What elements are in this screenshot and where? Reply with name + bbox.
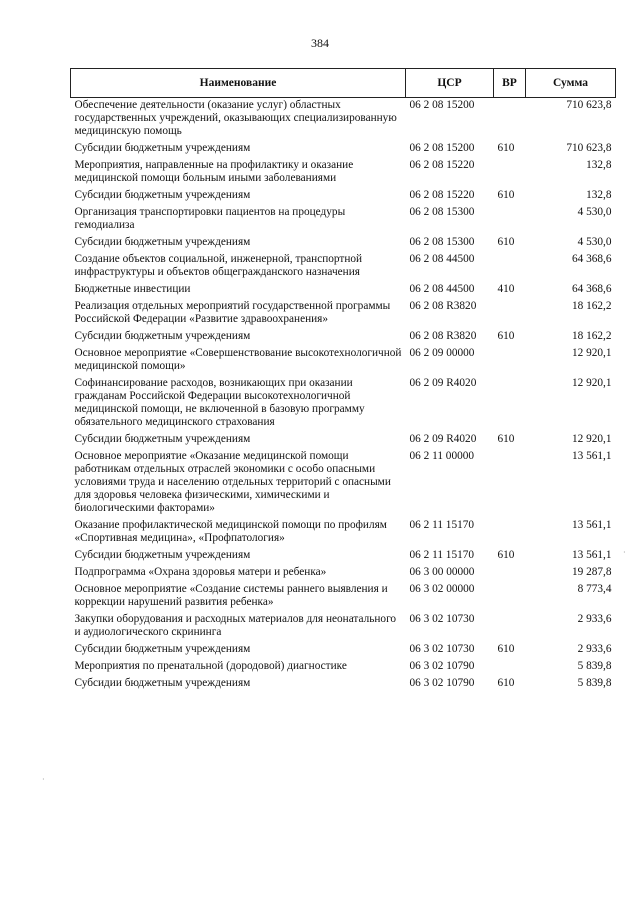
row-csr-cell: 06 2 08 15200 xyxy=(409,142,475,154)
table-row xyxy=(71,642,616,659)
table-row xyxy=(71,676,616,693)
row-sum-cell: 4 530,0 xyxy=(577,236,612,248)
row-sum-cell: 2 933,6 xyxy=(577,643,612,655)
row-sum-cell: 13 561,1 xyxy=(571,549,612,561)
row-csr-cell: 06 2 11 15170 xyxy=(409,519,475,531)
row-vr-cell xyxy=(494,449,526,518)
row-vr-cell xyxy=(494,98,526,142)
row-name-cell: Оказание профилактической медицинской помощи по профилям «Спортивная медицина», «Профпатология» xyxy=(74,519,387,544)
scan-speck: · xyxy=(42,775,45,784)
row-csr-cell: 06 3 02 00000 xyxy=(409,583,475,595)
row-vr-cell: 610 xyxy=(497,189,515,201)
row-csr-cell: 06 2 09 R4020 xyxy=(409,377,477,389)
row-name-cell: Реализация отдельных мероприятий государственной программы Российской Федерации «Развитие здравоохранения» xyxy=(74,300,391,325)
row-csr-cell: 06 2 08 15220 xyxy=(409,159,475,171)
row-name-cell: Организация транспортировки пациентов на процедуры гемодиализа xyxy=(74,206,346,231)
table-row xyxy=(71,98,616,142)
row-sum-cell: 19 287,8 xyxy=(571,566,612,578)
column-header-vr: ВР xyxy=(494,69,526,98)
row-sum-cell: 5 839,8 xyxy=(577,660,612,672)
row-vr-cell: 610 xyxy=(497,433,515,445)
row-name-cell: Субсидии бюджетным учреждениям xyxy=(74,189,251,201)
table-row xyxy=(71,518,616,548)
table-row xyxy=(71,582,616,612)
row-csr-cell: 06 2 11 00000 xyxy=(409,450,475,462)
page-number: 384 xyxy=(311,36,329,50)
row-sum-cell: 8 773,4 xyxy=(577,583,612,595)
column-header-name: Наименование xyxy=(71,69,406,98)
row-sum-cell: 710 623,8 xyxy=(566,99,612,111)
row-sum-cell: 18 162,2 xyxy=(571,300,612,312)
column-header-sum: Сумма xyxy=(526,69,616,98)
row-name-cell: Создание объектов социальной, инженерной, транспортной инфраструктуры и объектов общегражданского назначения xyxy=(74,253,363,278)
row-csr-cell: 06 2 08 15300 xyxy=(409,236,475,248)
row-name-cell: Мероприятия по пренатальной (дородовой) диагностике xyxy=(74,660,347,672)
row-vr-cell xyxy=(494,565,526,582)
row-csr-cell: 06 3 02 10790 xyxy=(409,677,475,689)
row-csr-cell: 06 2 08 44500 xyxy=(409,283,475,295)
table-row xyxy=(71,376,616,432)
row-name-cell: Субсидии бюджетным учреждениям xyxy=(74,677,251,689)
table-row xyxy=(71,141,616,158)
row-vr-cell: 610 xyxy=(497,549,515,561)
scan-speck: · xyxy=(623,548,626,557)
row-sum-cell: 12 920,1 xyxy=(571,347,612,359)
row-csr-cell: 06 2 08 15220 xyxy=(409,189,475,201)
column-header-csr: ЦСР xyxy=(406,69,494,98)
row-sum-cell: 710 623,8 xyxy=(566,142,612,154)
row-vr-cell xyxy=(494,518,526,548)
row-vr-cell xyxy=(494,252,526,282)
row-name-cell: Софинансирование расходов, возникающих при оказании гражданам Российской Федерации высокотехнологичной медицинской помощи, не включенной в базовую программу обязательного медицинского страхования xyxy=(74,377,365,428)
row-vr-cell: 410 xyxy=(497,283,515,295)
row-sum-cell: 13 561,1 xyxy=(571,519,612,531)
row-sum-cell: 64 368,6 xyxy=(571,253,612,265)
table-body xyxy=(71,98,616,694)
row-sum-cell: 13 561,1 xyxy=(571,450,612,462)
row-csr-cell: 06 2 08 44500 xyxy=(409,253,475,265)
budget-table xyxy=(70,68,616,693)
table-row xyxy=(71,329,616,346)
table-row xyxy=(71,299,616,329)
table-row xyxy=(71,432,616,449)
row-sum-cell: 132,8 xyxy=(586,159,612,171)
row-vr-cell xyxy=(494,158,526,188)
row-csr-cell: 06 2 08 15200 xyxy=(409,99,475,111)
table-row xyxy=(71,205,616,235)
row-sum-cell: 4 530,0 xyxy=(577,206,612,218)
table-row xyxy=(71,188,616,205)
row-csr-cell: 06 3 00 00000 xyxy=(409,566,475,578)
row-name-cell: Субсидии бюджетным учреждениям xyxy=(74,549,251,561)
row-name-cell: Бюджетные инвестиции xyxy=(74,283,191,295)
row-vr-cell: 610 xyxy=(497,643,515,655)
row-vr-cell: 610 xyxy=(497,236,515,248)
row-vr-cell xyxy=(494,659,526,676)
row-name-cell: Субсидии бюджетным учреждениям xyxy=(74,330,251,342)
table-row xyxy=(71,659,616,676)
row-csr-cell: 06 3 02 10730 xyxy=(409,613,475,625)
row-sum-cell: 12 920,1 xyxy=(571,433,612,445)
row-name-cell: Субсидии бюджетным учреждениям xyxy=(74,433,251,445)
row-name-cell: Закупки оборудования и расходных материалов для неонатального и аудиологического скрининга xyxy=(74,613,397,638)
row-csr-cell: 06 2 09 00000 xyxy=(409,347,475,359)
table-row xyxy=(71,612,616,642)
row-csr-cell: 06 2 11 15170 xyxy=(409,549,475,561)
row-sum-cell: 5 839,8 xyxy=(577,677,612,689)
table-header-row xyxy=(71,69,616,98)
row-sum-cell: 132,8 xyxy=(586,189,612,201)
table-row xyxy=(71,565,616,582)
row-vr-cell xyxy=(494,205,526,235)
row-name-cell: Основное мероприятие «Совершенствование высокотехнологичной медицинской помощи» xyxy=(74,347,402,372)
table-row xyxy=(71,282,616,299)
row-vr-cell xyxy=(494,299,526,329)
row-name-cell: Субсидии бюджетным учреждениям xyxy=(74,643,251,655)
row-csr-cell: 06 3 02 10730 xyxy=(409,643,475,655)
row-sum-cell: 2 933,6 xyxy=(577,613,612,625)
row-vr-cell xyxy=(494,612,526,642)
row-vr-cell xyxy=(494,346,526,376)
row-name-cell: Субсидии бюджетным учреждениям xyxy=(74,142,251,154)
row-sum-cell: 64 368,6 xyxy=(571,283,612,295)
row-vr-cell: 610 xyxy=(497,142,515,154)
table-row xyxy=(71,449,616,518)
row-vr-cell xyxy=(494,376,526,432)
row-sum-cell: 18 162,2 xyxy=(571,330,612,342)
row-csr-cell: 06 2 09 R4020 xyxy=(409,433,477,445)
row-name-cell: Субсидии бюджетным учреждениям xyxy=(74,236,251,248)
row-name-cell: Основное мероприятие «Оказание медицинской помощи работникам отдельных отраслей экономики с особо опасными условиями труда и населению отдельных территорий с опасными для здоровья человека физическими, химическими и биологическими факторами» xyxy=(74,450,391,514)
table-row xyxy=(71,252,616,282)
row-name-cell: Обеспечение деятельности (оказание услуг) областных государственных учреждений, оказывающих специализированную медицинскую помощь xyxy=(74,99,397,137)
table-row xyxy=(71,235,616,252)
row-sum-cell: 12 920,1 xyxy=(571,377,612,389)
table-row xyxy=(71,548,616,565)
row-vr-cell xyxy=(494,582,526,612)
row-csr-cell: 06 2 08 R3820 xyxy=(409,300,477,312)
row-vr-cell: 610 xyxy=(497,330,515,342)
row-csr-cell: 06 2 08 R3820 xyxy=(409,330,477,342)
row-name-cell: Подпрограмма «Охрана здоровья матери и ребенка» xyxy=(74,566,327,578)
row-csr-cell: 06 3 02 10790 xyxy=(409,660,475,672)
row-name-cell: Мероприятия, направленные на профилактику и оказание медицинской помощи больным иными заболеваниями xyxy=(74,159,354,184)
table-row xyxy=(71,346,616,376)
row-vr-cell: 610 xyxy=(497,677,515,689)
table-row xyxy=(71,158,616,188)
row-csr-cell: 06 2 08 15300 xyxy=(409,206,475,218)
row-name-cell: Основное мероприятие «Создание системы раннего выявления и коррекции нарушений развития ребенка» xyxy=(74,583,388,608)
